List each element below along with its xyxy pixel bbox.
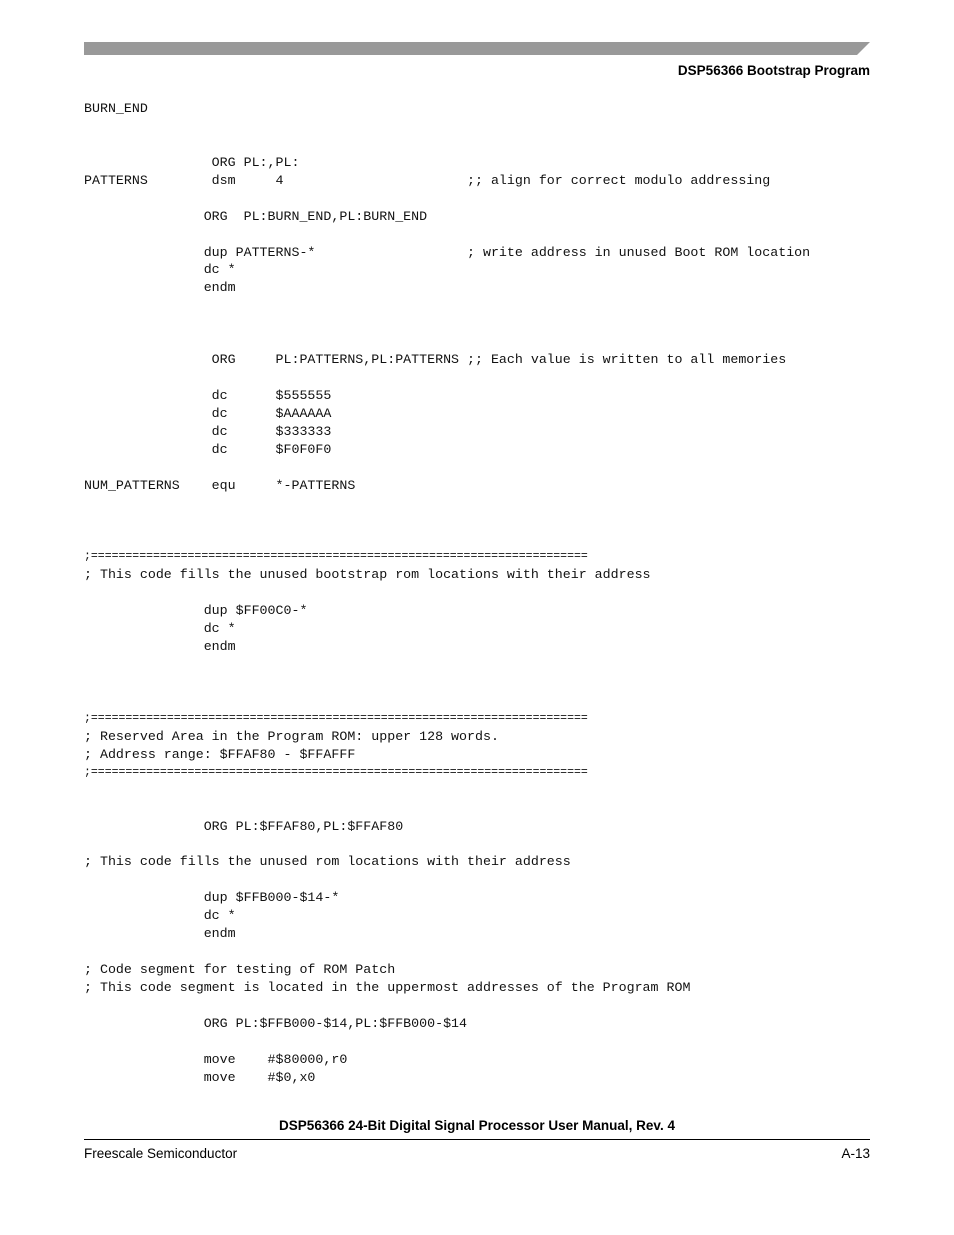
- code-line: move #$0,x0: [84, 1069, 316, 1085]
- code-line: ; This code fills the unused rom locations with their address: [84, 854, 571, 870]
- code-line: [84, 190, 810, 208]
- code-line: dc *: [84, 262, 236, 278]
- code-line: ;========================================================================: [84, 765, 588, 779]
- code-line: [84, 297, 810, 315]
- code-line: ORG PL:BURN_END,PL:BURN_END: [84, 208, 428, 224]
- code-listing: [84, 100, 810, 1087]
- code-line: ; Reserved Area in the Program ROM: upper 128 words.: [84, 728, 499, 744]
- code-line: [84, 1033, 810, 1051]
- code-line: endm: [84, 639, 236, 655]
- code-line: [84, 782, 810, 800]
- code-line: [84, 118, 810, 136]
- code-line: endm: [84, 926, 236, 942]
- code-line: move #$80000,r0: [84, 1051, 348, 1067]
- footer-manual-title: DSP56366 24-Bit Digital Signal Processor User Manual, Rev. 4: [279, 1118, 675, 1133]
- code-line: dc $555555: [84, 388, 332, 403]
- section-title: DSP56366 Bootstrap Program: [677, 63, 870, 78]
- code-line: [84, 584, 810, 602]
- code-line: ; This code fills the unused bootstrap rom locations with their address: [84, 567, 651, 583]
- code-line: [84, 369, 810, 387]
- code-line: ORG PL:,PL:: [84, 154, 300, 170]
- code-line: [84, 674, 810, 692]
- code-line: dup $FF00C0-*: [84, 603, 308, 619]
- header-bar-shape: [84, 42, 870, 55]
- code-line: [84, 871, 810, 889]
- code-line: dc $AAAAAA: [84, 405, 332, 421]
- code-line: ; Address range: $FFAF80 - $FFAFFF: [84, 746, 356, 762]
- code-line: ORG PL:$FFB000-$14,PL:$FFB000-$14: [84, 1015, 468, 1031]
- code-line: [84, 136, 810, 154]
- code-line: [84, 531, 810, 549]
- code-line: dc *: [84, 621, 236, 637]
- code-line: BURN_END: [84, 101, 148, 116]
- code-line: [84, 997, 810, 1015]
- code-line: [84, 835, 810, 853]
- code-line: ORG PL:PATTERNS,PL:PATTERNS ;; Each value is written to all memories: [84, 352, 787, 368]
- code-line: ;========================================================================: [84, 711, 588, 725]
- code-line: endm: [84, 280, 236, 296]
- header-bar: [84, 42, 870, 55]
- code-line: [84, 800, 810, 818]
- code-line: ; This code segment is located in the uppermost addresses of the Program ROM: [84, 979, 691, 995]
- code-line: dup PATTERNS-* ; write address in unused Boot ROM location: [84, 244, 811, 260]
- footer-company: Freescale Semiconductor: [84, 1146, 238, 1161]
- code-line: ; Code segment for testing of ROM Patch: [84, 962, 396, 977]
- code-line: [84, 495, 810, 513]
- footer-divider: [84, 1139, 870, 1140]
- code-line: [84, 943, 810, 961]
- code-line: dup $FFB000-$14-*: [84, 890, 340, 906]
- code-line: [84, 315, 810, 333]
- code-line: dc *: [84, 908, 236, 924]
- code-line: [84, 333, 810, 351]
- code-line: ;========================================================================: [84, 550, 588, 564]
- code-line: [84, 513, 810, 531]
- code-line: [84, 459, 810, 477]
- code-line: dc $333333: [84, 423, 332, 439]
- code-line: [84, 692, 810, 710]
- code-line: [84, 226, 810, 244]
- code-line: [84, 656, 810, 674]
- code-line: NUM_PATTERNS equ *-PATTERNS: [84, 477, 356, 493]
- page-number: A-13: [841, 1146, 870, 1161]
- code-line: dc $F0F0F0: [84, 441, 332, 457]
- code-line: ORG PL:$FFAF80,PL:$FFAF80: [84, 818, 404, 834]
- code-line: PATTERNS dsm 4 ;; align for correct modulo addressing: [84, 172, 771, 188]
